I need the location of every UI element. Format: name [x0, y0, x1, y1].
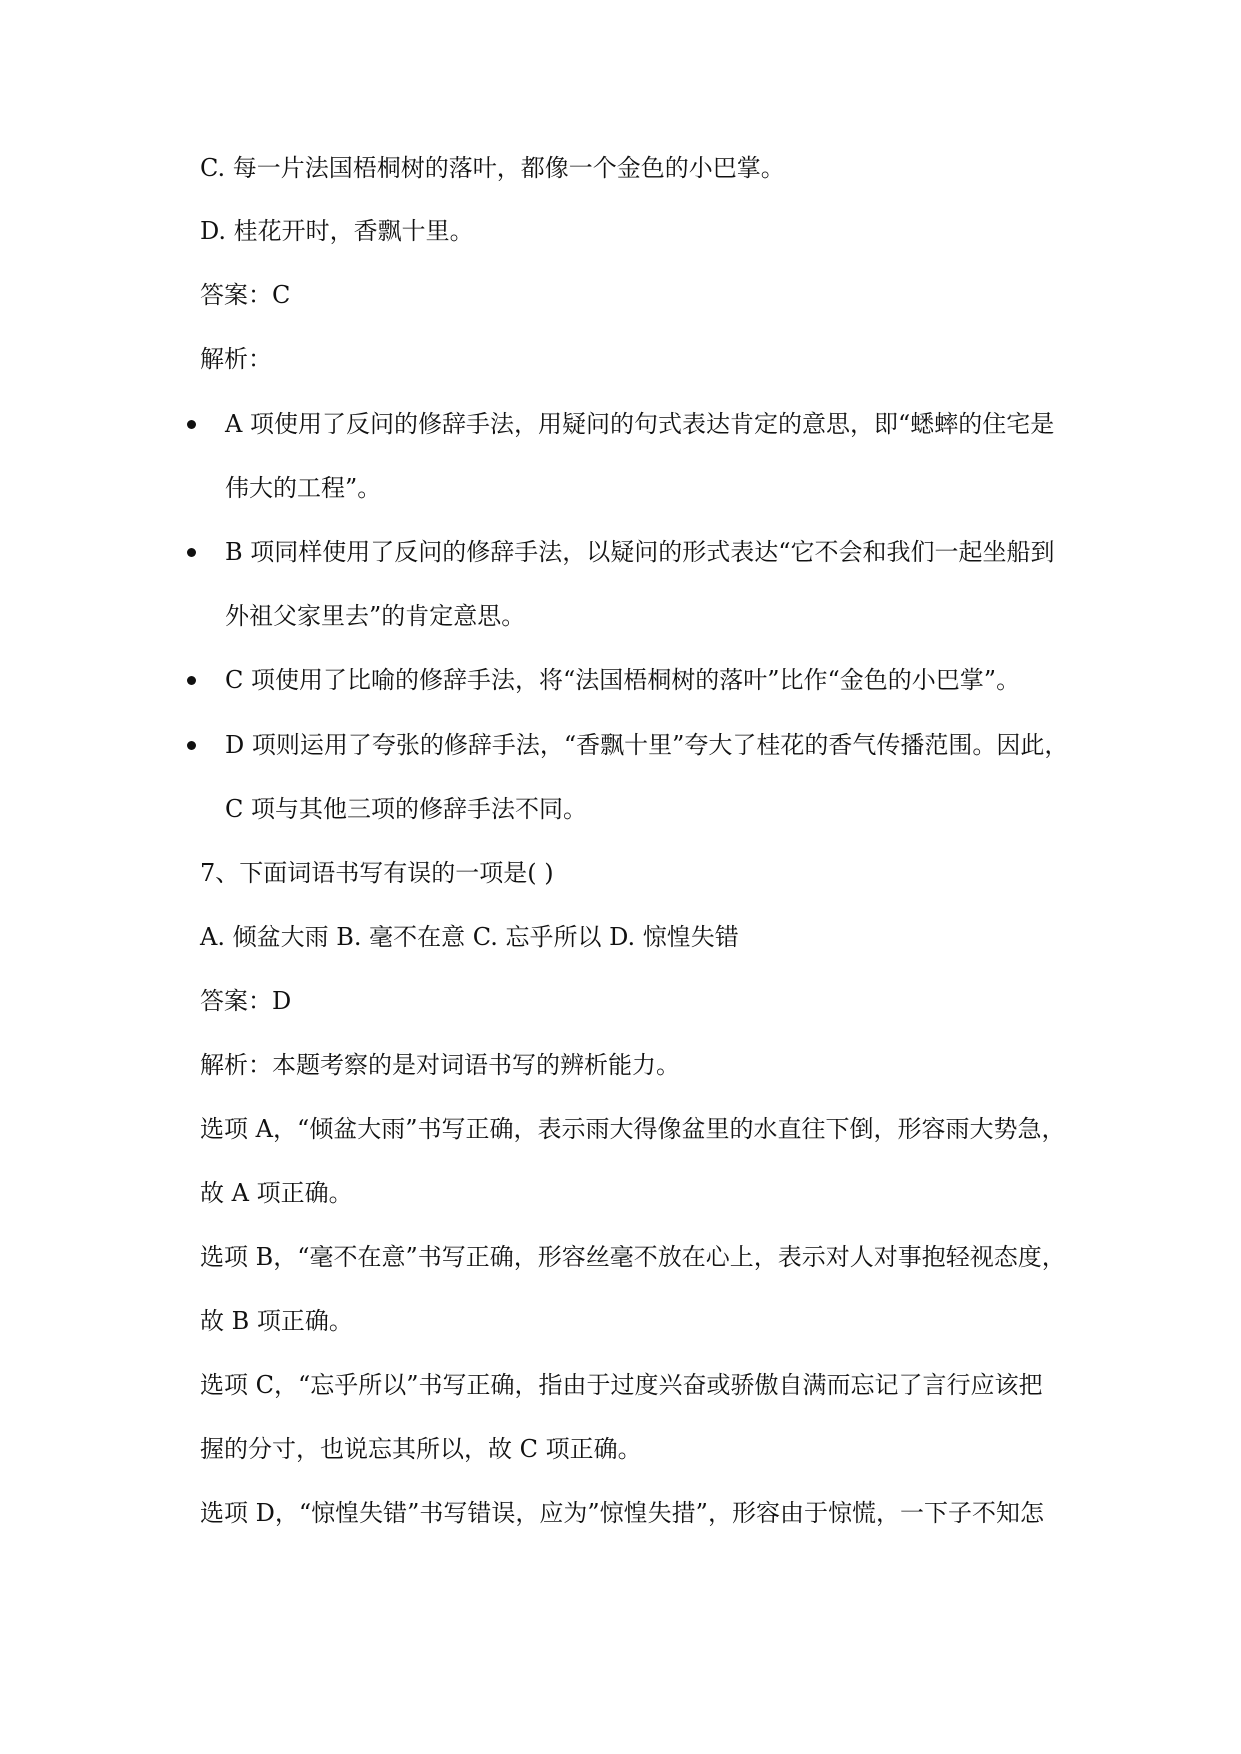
question-7-answer: 答案：D [200, 987, 292, 1015]
option-a-explanation-line2: 故 A 项正确。 [200, 1179, 353, 1207]
option-c-explanation-line1: 选项 C，“忘乎所以”书写正确，指由于过度兴奋或骄傲自满而忘记了言行应该把 [200, 1371, 1043, 1399]
bullet-dot [187, 420, 196, 429]
question-7-title: 7、下面词语书写有误的一项是( ) [200, 859, 554, 887]
analysis-heading: 解析： [200, 345, 272, 373]
bullet-d-line2: C 项与其他三项的修辞手法不同。 [225, 795, 587, 823]
option-b-explanation-line2: 故 B 项正确。 [200, 1307, 353, 1335]
option-b-explanation-line1: 选项 B，“毫不在意”书写正确，形容丝毫不放在心上，表示对人对事抱轻视态度， [200, 1243, 1066, 1271]
bullet-b-line1: B 项同样使用了反问的修辞手法，以疑问的形式表达“它不会和我们一起坐船到 [225, 538, 1055, 566]
bullet-d-line1: D 项则运用了夸张的修辞手法，“香飘十里”夸大了桂花的香气传播范围。因此， [225, 731, 1069, 759]
option-c-line: C. 每一片法国梧桐树的落叶，都像一个金色的小巴掌。 [200, 154, 785, 182]
question-7-analysis: 解析：本题考察的是对词语书写的辨析能力。 [200, 1051, 680, 1079]
bullet-b-line2: 外祖父家里去”的肯定意思。 [225, 602, 526, 630]
bullet-c-line1: C 项使用了比喻的修辞手法，将“法国梧桐树的落叶”比作“金色的小巴掌”。 [225, 666, 1021, 694]
bullet-a-line1: A 项使用了反问的修辞手法，用疑问的句式表达肯定的意思，即“蟋蟀的住宅是 [225, 410, 1055, 438]
bullet-dot [187, 548, 196, 557]
question-7-options: A. 倾盆大雨 B. 毫不在意 C. 忘乎所以 D. 惊惶失错 [200, 923, 739, 951]
option-d-explanation-line1: 选项 D，“惊惶失错”书写错误，应为”惊惶失措”，形容由于惊慌，一下子不知怎 [200, 1499, 1044, 1527]
option-a-explanation-line1: 选项 A，“倾盆大雨”书写正确，表示雨大得像盆里的水直往下倒，形容雨大势急， [200, 1115, 1066, 1143]
answer-line: 答案：C [200, 281, 291, 309]
bullet-a-line2: 伟大的工程”。 [225, 474, 382, 502]
bullet-dot [187, 676, 196, 685]
bullet-dot [187, 741, 196, 750]
option-c-explanation-line2: 握的分寸，也说忘其所以，故 C 项正确。 [200, 1435, 642, 1463]
option-d-line: D. 桂花开时，香飘十里。 [200, 217, 474, 245]
